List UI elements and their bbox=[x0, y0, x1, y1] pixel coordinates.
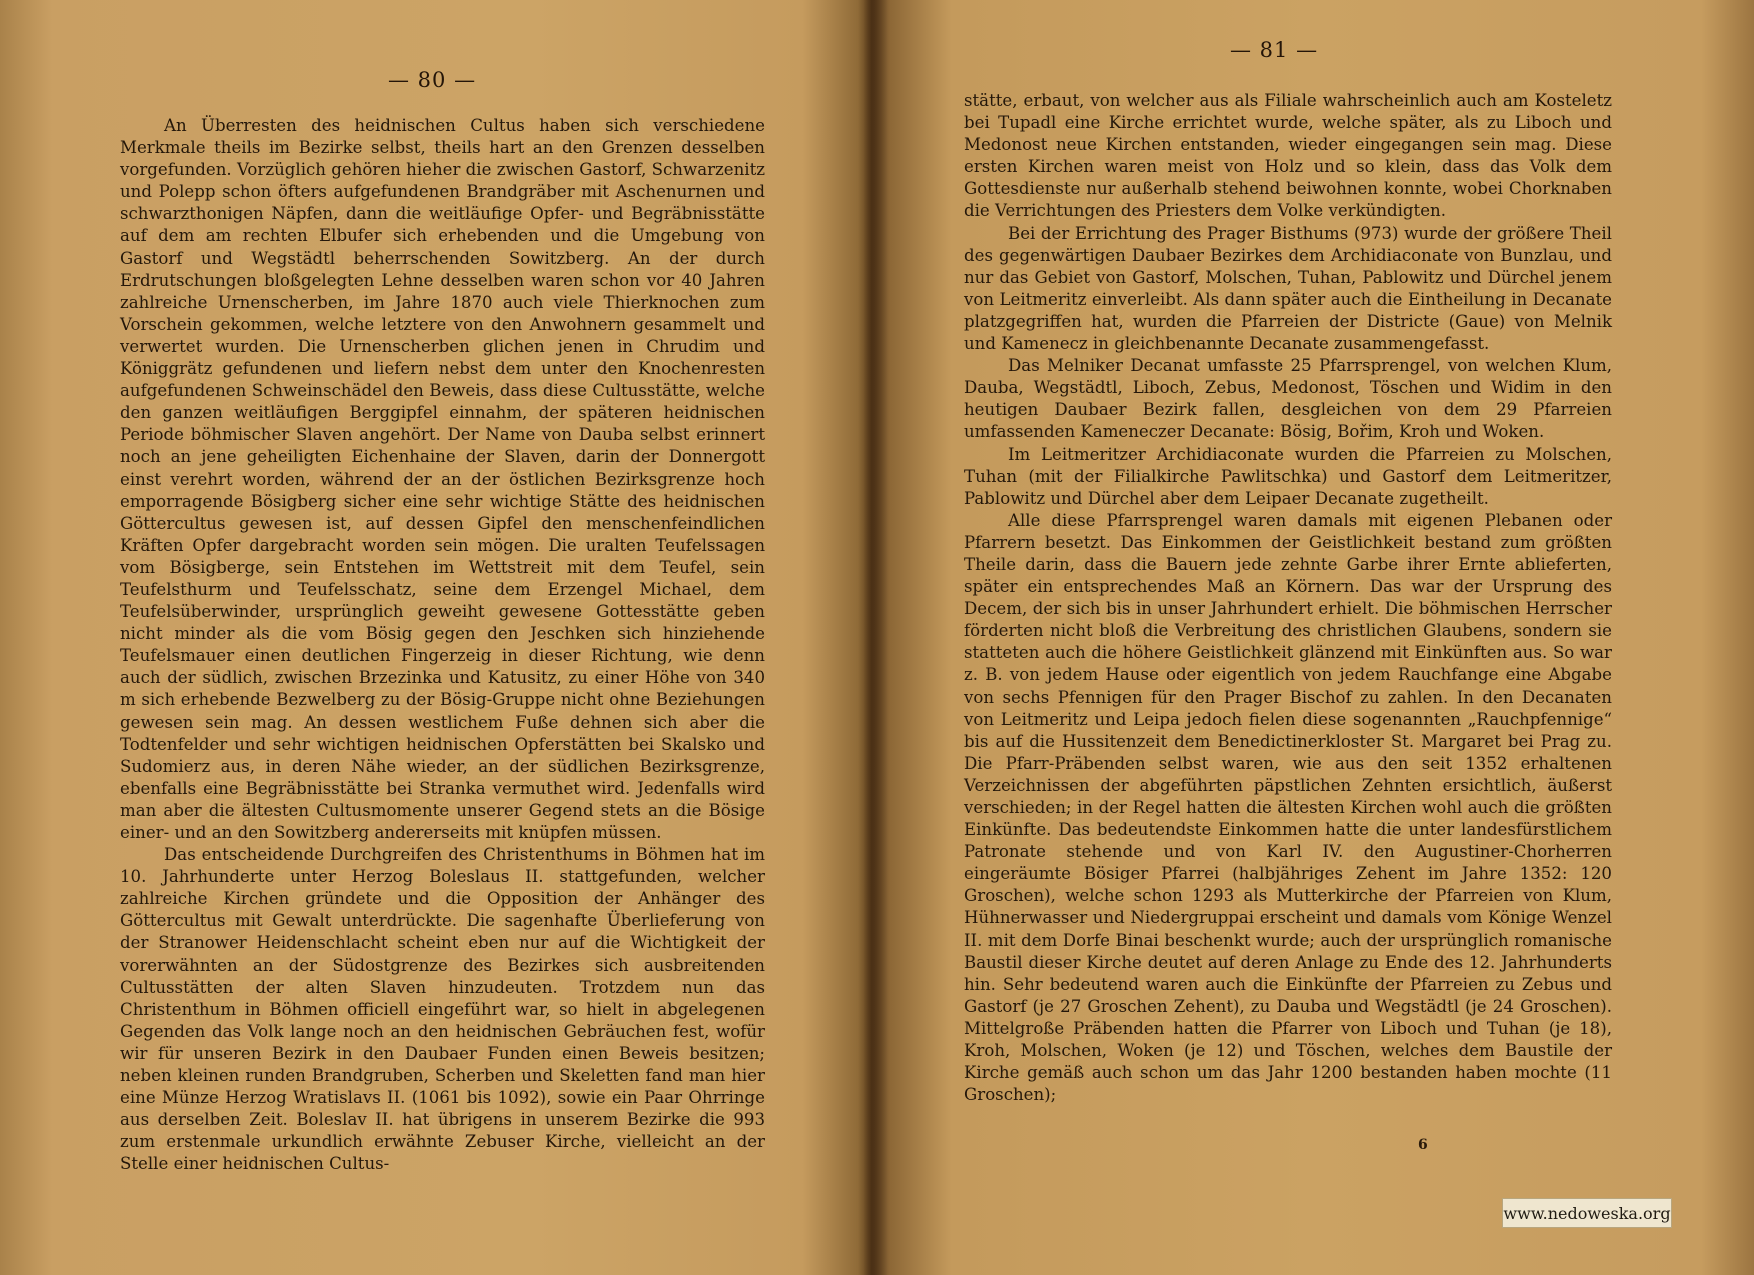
paragraph: Bei der Errichtung des Prager Bisthums (973) wurde der größere Theil des gegenwärtigen Daubaer Bezirkes dem Archidiaconate von Bunzlau, und nur das Gebiet von Gastorf, Molschen, Tuhan, Pablowitz und Dürchel jenem von Leitmeritz einverleibt. Als dann später auch die Eintheilung in Decanate platzgegriffen hat, wurden die Pfarreien der Districte (Gaue) von Melnik und Kamenecz in gleichbenannte Decanate zusammengefasst. bbox=[964, 223, 1612, 354]
watermark-stamp: www.nedoweska.org bbox=[1502, 1198, 1672, 1228]
right-page bbox=[872, 0, 1754, 1275]
page-body bbox=[964, 90, 1612, 1106]
signature-mark: 6 bbox=[1418, 1137, 1428, 1153]
paragraph: Das entscheidende Durchgreifen des Christenthums in Böhmen hat im 10. Jahrhunderte unter Herzog Boleslaus II. stattgefunden, welcher zahlreiche Kirchen gründete und die Opposition der Anhänger des Göttercultus mit Gewalt unterdrückte. Die sagenhafte Überlieferung von der Stranower Heidenschlacht scheint eben nur auf die Wichtigkeit der vorerwähnten an der Südostgrenze des Bezirkes sich ausbreitenden Cultusstätten der alten Slaven hinzudeuten. Trotzdem nun das Christenthum in Böhmen officiell eingeführt war, so hielt in abgelegenen Gegenden das Volk lange noch an den heidnischen Gebräuchen fest, wofür wir für unseren Bezirk in den Daubaer Funden einen Beweis besitzen; neben kleinen runden Brandgruben, Scherben und Skeletten fand man hier eine Münze Herzog Wratislavs II. (1061 bis 1092), sowie ein Paar Ohrringe aus derselben Zeit. Boleslav II. hat übrigens in unserem Bezirke die 993 zum erstenmale urkundlich erwähnte Zebuser Kirche, vielleicht an der Stelle einer heidnischen Cultus- bbox=[120, 845, 765, 1174]
page-number: — 81 — bbox=[1230, 38, 1319, 62]
paragraph: stätte, erbaut, von welcher aus als Filiale wahrscheinlich auch am Kosteletz bei Tupadl eine Kirche errichtet wurde, welche später, als zu Liboch und Medonost neue Kirchen entstanden, wieder eingegangen sein mag. Diese ersten Kirchen waren meist von Holz und so klein, dass das Volk dem Gottesdienste nur außerhalb stehend beiwohnen konnte, wobei Chorknaben die Verrichtungen des Priesters dem Volke verkündigten. bbox=[964, 91, 1612, 221]
paragraph: Alle diese Pfarrsprengel waren damals mit eigenen Plebanen oder Pfarrern besetzt. Das Einkommen der Geistlichkeit bestand zum größten Theile darin, dass die Bauern jede zehnte Garbe ihrer Ernte ablieferten, später ein entsprechendes Maß an Körnern. Das war der Ursprung des Decem, der sich bis in unser Jahrhundert erhielt. Die böhmischen Herrscher förderten nicht bloß die Verbreitung des christlichen Glaubens, sondern sie statteten auch die höhere Geistlichkeit glänzend mit Einkünften aus. So war z. B. von jedem Hause oder eigentlich von jedem Rauchfange eine Abgabe von sechs Pfennigen für den Prager Bischof zu zahlen. In den Decanaten von Leitmeritz und Leipa jedoch fielen diese sogenannten „Rauchpfennige“ bis auf die Hussitenzeit dem Benedictinerkloster St. Margaret bei Prag zu. Die Pfarr-Präbenden selbst waren, wie aus den seit 1352 erhaltenen Verzeichnissen der abgeführten päpstlichen Zehnten ersichtlich, äußerst verschieden; in der Regel hatten die ältesten Kirchen wohl auch die größten Einkünfte. Das bedeutendste Einkommen hatte die unter landesfürstlichem Patronate stehende und von Karl IV. den Augustiner-Chorherren eingeräumte Bösiger Pfarrei (halbjähriges Zehent im Jahre 1352: 120 Groschen), welche schon 1293 als Mutterkirche der Pfarreien von Klum, Hühnerwasser und Niedergruppai erscheint und damals vom Könige Wenzel II. mit dem Dorfe Binai beschenkt wurde; auch der ursprünglich romanische Baustil dieser Kirche deutet auf deren Anlage zu Ende des 12. Jahrhunderts hin. Sehr bedeutend waren auch die Einkünfte der Pfarreien zu Zebus und Gastorf (je 27 Groschen Zehent), zu Dauba und Wegstädtl (je 24 Groschen). Mittelgroße Präbenden hatten die Pfarrer von Liboch und Tuhan (je 18), Kroh, Molschen, Woken (je 12) und Töschen, welches dem Baustile der Kirche gemäß auch schon um das Jahr 1200 bestanden haben mochte (11 Groschen); bbox=[964, 510, 1612, 1105]
left-page bbox=[0, 0, 872, 1275]
page-body bbox=[120, 115, 765, 1176]
paragraph: Das Melniker Decanat umfasste 25 Pfarrsprengel, von welchen Klum, Dauba, Wegstädtl, Liboch, Zebus, Medonost, Töschen und Widim in den heutigen Daubaer Bezirk fallen, desgleichen von dem 29 Pfarreien umfassenden Kameneczer Decanate: Bösig, Bořim, Kroh und Woken. bbox=[964, 356, 1612, 442]
book-gutter bbox=[858, 0, 888, 1275]
paragraph: Im Leitmeritzer Archidiaconate wurden die Pfarreien zu Molschen, Tuhan (mit der Filialkirche Pawlitschka) und Gastorf dem Leitmeritzer, Pablowitz und Dürchel aber dem Leipaer Decanate zugetheilt. bbox=[964, 444, 1612, 508]
page-number: — 80 — bbox=[388, 68, 477, 92]
paragraph: An Überresten des heidnischen Cultus haben sich verschiedene Merkmale theils im Bezirke selbst, theils hart an den Grenzen desselben vorgefunden. Vorzüglich gehören hieher die zwischen Gastorf, Schwarzenitz und Polepp schon öfters aufgefundenen Brandgräber mit Aschenurnen und schwarzthonigen Näpfen, dann die weitläufige Opfer- und Begräbnisstätte auf dem am rechten Elbufer sich erhebenden und die Umgebung von Gastorf und Wegstädtl beherrschenden Sowitzberg. An der durch Erdrutschungen bloßgelegten Lehne desselben waren schon vor 40 Jahren zahlreiche Urnenscherben, im Jahre 1870 auch viele Thierknochen zum Vorschein gekommen, welche letztere von den Anwohnern gesammelt und verwertet wurden. Die Urnenscherben glichen jenen in Chrudim und Königgrätz gefundenen und liefern nebst dem unter den Knochenresten aufgefundenen Schweinschädel den Beweis, dass diese Cultusstätte, welche den ganzen weitläufigen Berggipfel einnahm, der späteren heidnischen Periode böhmischer Slaven angehört. Der Name von Dauba selbst erinnert noch an jene geheiligten Eichenhaine der Slaven, darin der Donnergott einst verehrt worden, während der an der östlichen Bezirksgrenze hoch emporragende Bösigberg sicher eine sehr wichtige Stätte des heidnischen Göttercultus gewesen ist, auf dessen Gipfel den menschenfeindlichen Kräften Opfer dargebracht worden sein mögen. Die uralten Teufelssagen vom Bösigberge, sein Entstehen im Wettstreit mit dem Teufel, sein Teufelsthurm und Teufelsschatz, seine dem Erzengel Michael, dem Teufelsüberwinder, ursprünglich geweiht gewesene Gottesstätte geben nicht minder als die vom Bösig gegen den Jeschken sich hinziehende Teufelsmauer einen deutlichen Fingerzeig in dieser Richtung, wie denn auch der südlich, zwischen Brzezinka und Katusitz, zu einer Höhe von 340 m sich erhebende Bezwelberg zu der Bösig-Gruppe nicht ohne Beziehungen gewesen sein mag. An dessen westlichem Fuße dehnen sich aber die Todtenfelder und sehr wichtigen heidnischen Opferstätten bei Skalsko und Sudomierz aus, in deren Nähe wieder, an der südlichen Bezirksgrenze, ebenfalls eine Begräbnisstätte bei Stranka vermuthet wird. Jedenfalls wird man aber die ältesten Cultusmomente unserer Gegend stets an die Bösige einer- und an den Sowitzberg andererseits mit knüpfen müssen. bbox=[120, 116, 765, 842]
